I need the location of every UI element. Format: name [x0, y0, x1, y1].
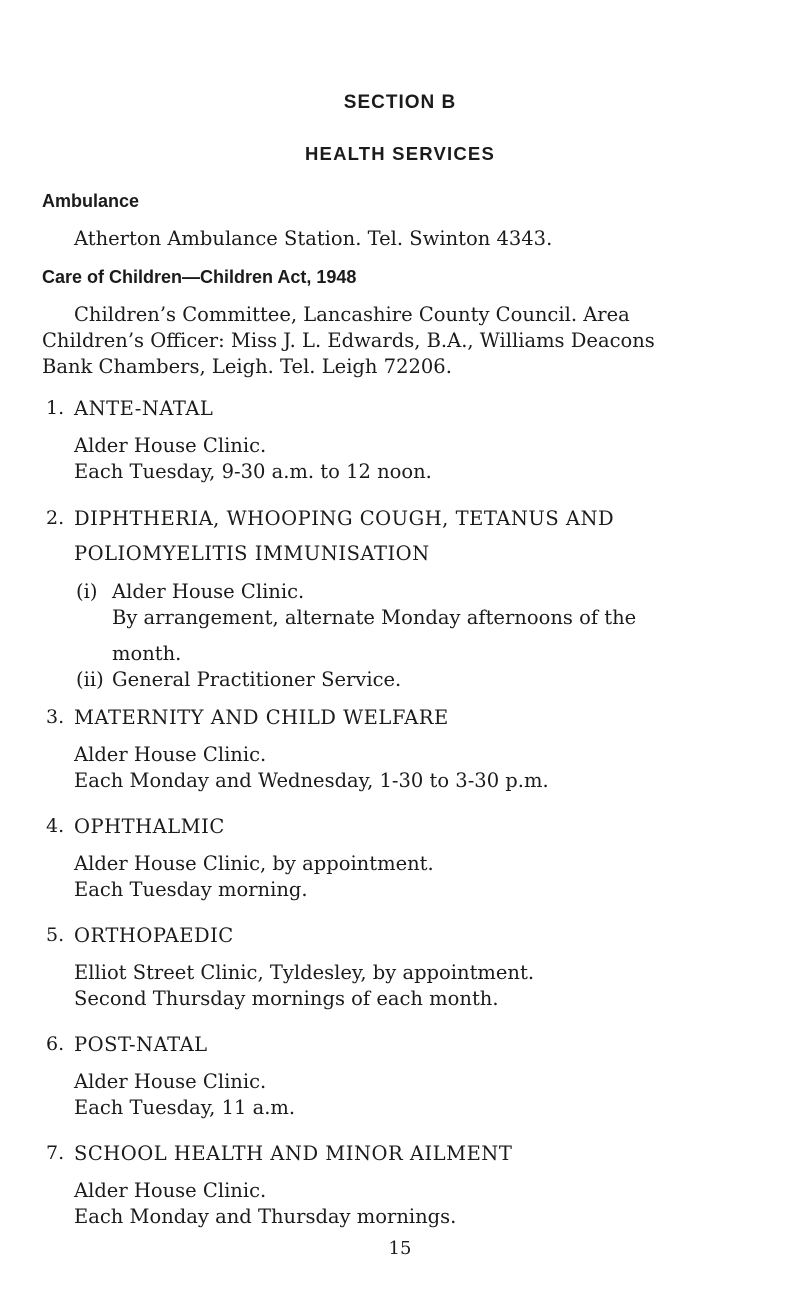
item-number: 1.: [46, 397, 65, 419]
item-title: ANTE-NATAL: [74, 397, 214, 420]
item-title: DIPHTHERIA, WHOOPING COUGH, TETANUS AND: [74, 507, 615, 530]
sub-label: (i): [76, 580, 98, 603]
item-line: month.: [112, 642, 182, 665]
item-number: 7.: [46, 1142, 65, 1164]
item-title: ORTHOPAEDIC: [74, 924, 234, 947]
care-heading: Care of Children—Children Act, 1948: [42, 267, 357, 287]
item-line: Alder House Clinic.: [112, 580, 305, 603]
item-title: SCHOOL HEALTH AND MINOR AILMENT: [74, 1142, 513, 1165]
item-line: Each Tuesday, 9-30 a.m. to 12 noon.: [74, 460, 432, 483]
care-para-line: Children’s Committee, Lancashire County Council. Area: [74, 303, 630, 326]
item-number: 4.: [46, 815, 65, 837]
item-line: Each Tuesday morning.: [74, 878, 308, 901]
care-para-line: Bank Chambers, Leigh. Tel. Leigh 72206.: [42, 355, 452, 378]
item-title: POLIOMYELITIS IMMUNISATION: [74, 542, 430, 565]
item-number: 6.: [46, 1033, 65, 1055]
item-line: Alder House Clinic.: [74, 434, 267, 457]
care-para-line: Children’s Officer: Miss J. L. Edwards, B.A., Williams Deacons: [42, 329, 655, 352]
item-line: Each Tuesday, 11 a.m.: [74, 1096, 296, 1119]
item-line: Second Thursday mornings of each month.: [74, 987, 499, 1010]
item-number: 2.: [46, 507, 65, 529]
page-title: HEALTH SERVICES: [304, 143, 495, 164]
item-line: General Practitioner Service.: [112, 668, 402, 691]
ambulance-text: Atherton Ambulance Station. Tel. Swinton 4343.: [74, 227, 553, 250]
item-number: 5.: [46, 924, 65, 946]
item-line: By arrangement, alternate Monday afternoons of the: [112, 606, 637, 629]
page-number: 15: [388, 1238, 412, 1259]
section-label: SECTION B: [343, 92, 457, 113]
item-line: Alder House Clinic.: [74, 1070, 267, 1093]
item-line: Elliot Street Clinic, Tyldesley, by appointment.: [74, 961, 535, 984]
ambulance-heading: Ambulance: [42, 191, 140, 211]
item-title: OPHTHALMIC: [74, 815, 225, 838]
item-line: Each Monday and Wednesday, 1-30 to 3-30 p.m.: [74, 769, 549, 792]
item-number: 3.: [46, 706, 65, 728]
item-line: Each Monday and Thursday mornings.: [74, 1205, 457, 1228]
sub-label: (ii): [76, 668, 104, 691]
item-line: Alder House Clinic, by appointment.: [74, 852, 434, 875]
item-title: MATERNITY AND CHILD WELFARE: [74, 706, 449, 729]
item-line: Alder House Clinic.: [74, 1179, 267, 1202]
item-title: POST-NATAL: [74, 1033, 208, 1056]
item-line: Alder House Clinic.: [74, 743, 267, 766]
